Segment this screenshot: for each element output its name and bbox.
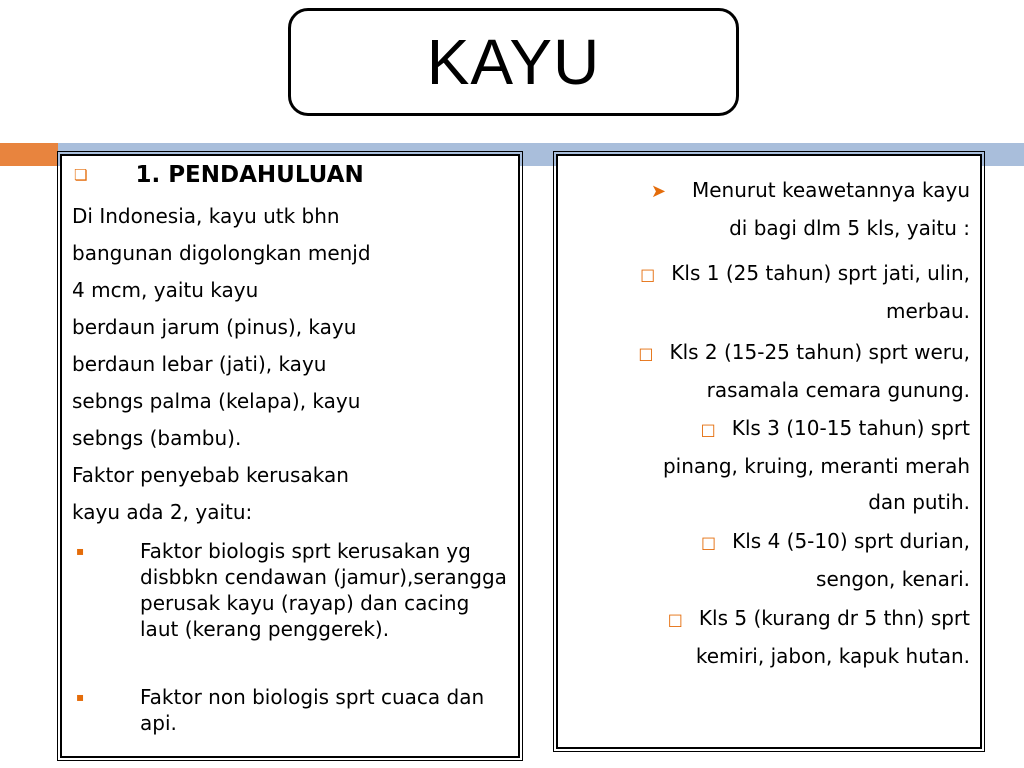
square-bullet-icon: ▪	[76, 690, 85, 704]
intro-line: Di Indonesia, kayu utk bhn	[72, 204, 340, 228]
hollow-square-bullet-icon: □	[701, 533, 717, 552]
left-panel	[60, 154, 520, 758]
right-panel	[556, 154, 982, 749]
intro-line: sebngs (bambu).	[72, 426, 242, 450]
intro-line: 4 mcm, yaitu kayu	[72, 278, 259, 302]
heading-text: 1. PENDAHULUAN	[135, 162, 364, 188]
intro-line: sebngs palma (kelapa), kayu	[72, 389, 361, 413]
class-2	[638, 334, 970, 408]
class-line: rasamala cemara gunung.	[706, 378, 970, 402]
intro-line: berdaun jarum (pinus), kayu	[72, 315, 357, 339]
hollow-square-bullet-icon: □	[700, 420, 716, 439]
class-line: sengon, kenari.	[816, 567, 970, 591]
intro-line: di bagi dlm 5 kls, yaitu :	[729, 216, 970, 240]
hollow-square-bullet-icon: □	[667, 610, 683, 629]
intro-line: kayu ada 2, yaitu:	[72, 500, 253, 524]
class-3	[663, 410, 970, 520]
class-line: Kls 3 (10-15 tahun) sprt	[731, 416, 970, 440]
class-line: pinang, kruing, meranti merah	[662, 454, 970, 478]
class-line: Kls 5 (kurang dr 5 thn) sprt	[698, 606, 970, 630]
class-line: merbau.	[886, 299, 970, 323]
class-1	[640, 255, 970, 329]
class-4	[701, 523, 970, 597]
class-line: Kls 1 (25 tahun) sprt jati, ulin,	[671, 261, 970, 285]
square-bullet-icon: ▪	[76, 544, 85, 558]
class-5	[668, 600, 970, 674]
class-line: dan putih.	[868, 490, 970, 514]
slide-title: KAYU	[426, 26, 601, 98]
hollow-square-bullet-icon: □	[638, 344, 654, 363]
intro-line: Faktor penyebab kerusakan	[72, 463, 349, 487]
bullet-non-biologis: Faktor non biologis sprt cuaca dan api.	[140, 685, 485, 735]
hollow-square-bullet-icon: ❏	[74, 166, 88, 184]
intro-block	[651, 172, 970, 246]
title-box	[288, 8, 739, 116]
class-line: kemiri, jabon, kapuk hutan.	[695, 644, 970, 668]
arrow-bullet-icon: ➤	[650, 181, 666, 202]
hollow-square-bullet-icon: □	[640, 265, 656, 284]
accent-band-orange	[0, 143, 58, 166]
bullet-biologis: Faktor biologis sprt kerusakan yg disbbkn cendawan (jamur),serangga perusak kayu (rayap) dan cacing laut (kerang penggerek).	[140, 539, 507, 641]
intro-line: bangunan digolongkan menjd	[72, 241, 371, 265]
class-line: Kls 4 (5-10) sprt durian,	[732, 529, 970, 553]
intro-line: berdaun lebar (jati), kayu	[72, 352, 327, 376]
intro-line: Menurut keawetannya kayu	[692, 178, 970, 202]
class-line: Kls 2 (15-25 tahun) sprt weru,	[669, 340, 970, 364]
section-heading	[74, 162, 364, 190]
